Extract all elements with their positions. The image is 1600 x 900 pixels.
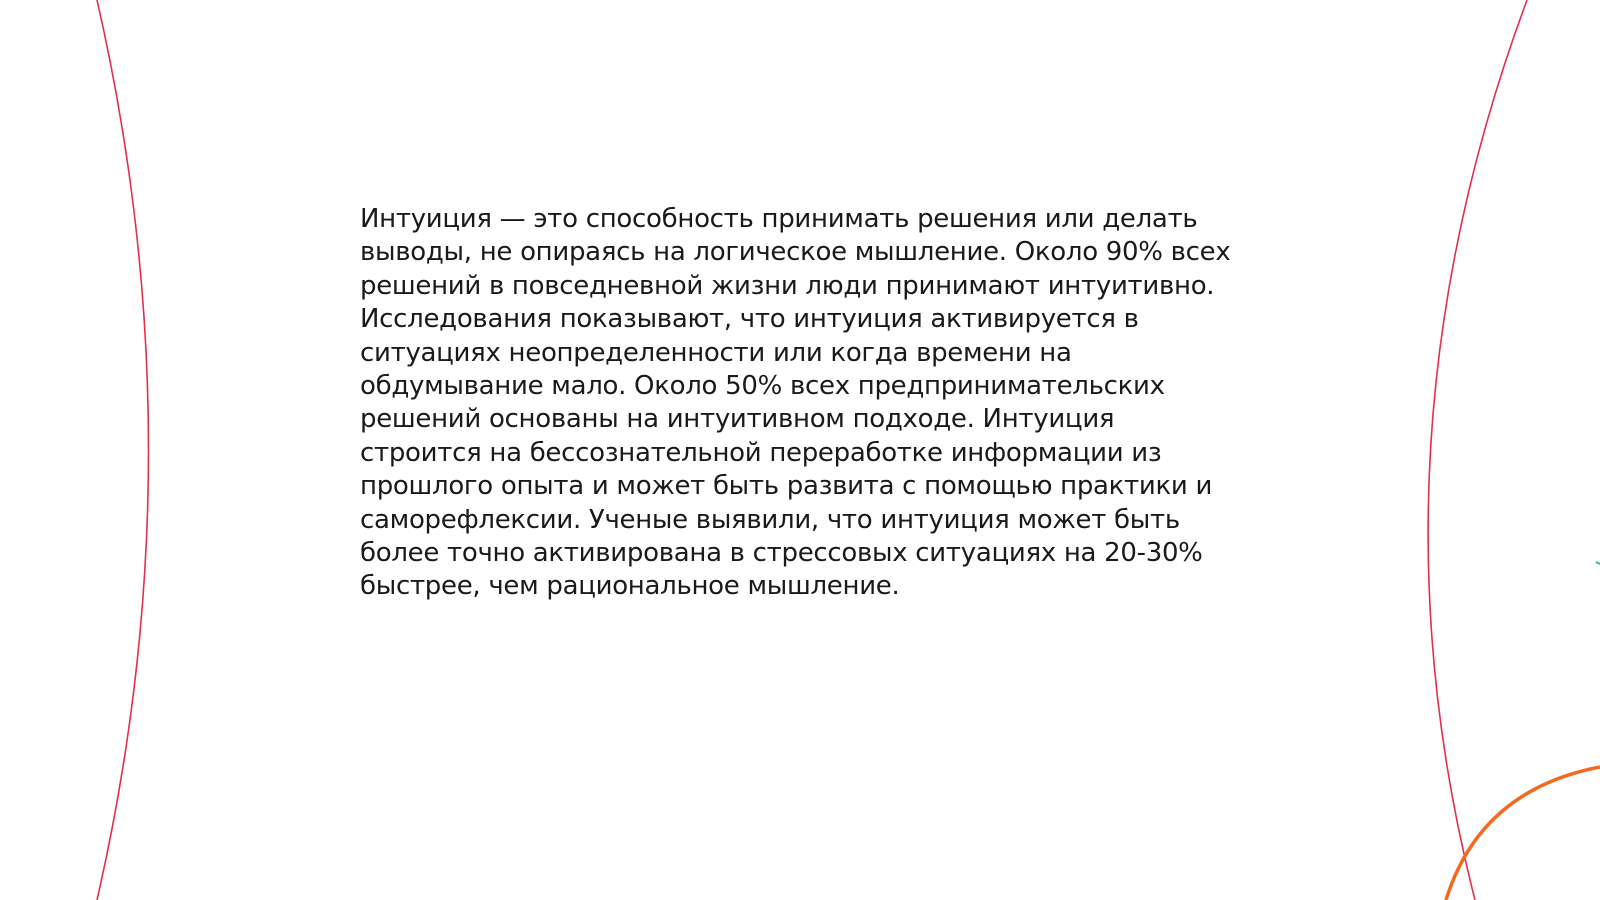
teal-mark — [1596, 562, 1600, 564]
left-curve-line — [97, 0, 149, 900]
orange-arc — [1446, 767, 1600, 900]
intuition-paragraph: Интуиция — это способность принимать решения или делать выводы, не опираясь на логическое мышление. Около 90% всех решений в повседневной жизни люди принимают интуитивно. Исследования показывают, что интуиция активируется в ситуациях неопределенности или когда времени на обдумывание мало. Около 50% всех предпринимательских решений основаны на интуитивном подходе. Интуиция строится на бессознательной переработке информации из прошлого опыта и может быть развита с помощью практики и саморефлексии. Ученые выявили, что интуиция может быть более точно активирована в стрессовых ситуациях на 20-30% быстрее, чем рациональное мышление. — [360, 204, 1231, 602]
right-curve-line — [1428, 0, 1527, 900]
